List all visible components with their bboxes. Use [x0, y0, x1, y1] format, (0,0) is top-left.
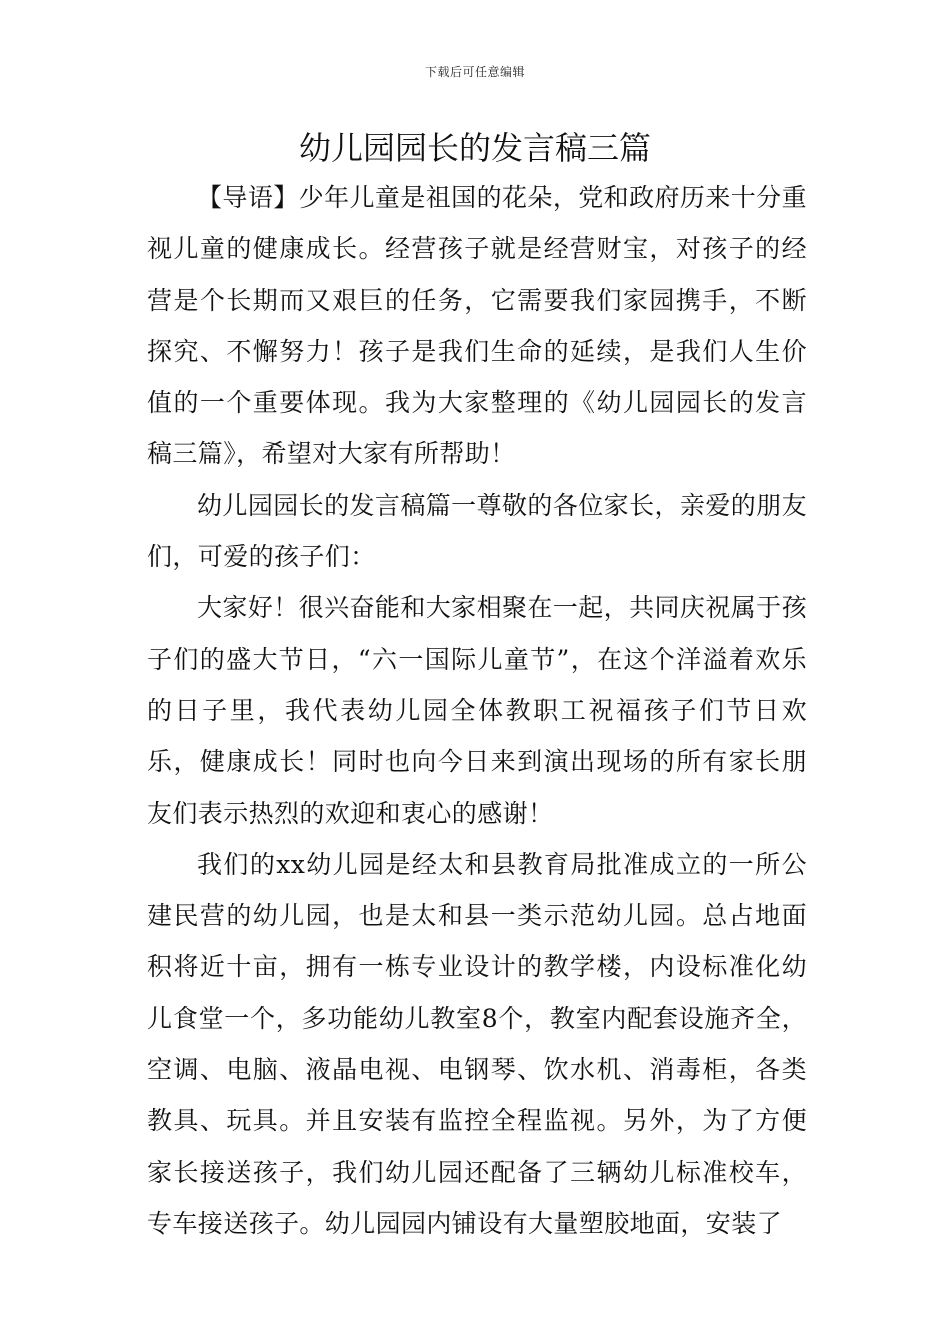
- paragraph-welcome: 大家好！很兴奋能和大家相聚在一起，共同庆祝属于孩子们的盛大节日，“六一国际儿童节”，在这个洋溢着欢乐的日子里，我代表幼儿园全体教职工祝福孩子们节日欢乐，健康成长！同时也向今日来到演出现场的所有家长朋友们表示热烈的欢迎和衷心的感谢！: [147, 593, 807, 828]
- header-note: 下载后可任意编辑: [424, 65, 525, 79]
- document-body: [147, 172, 807, 1249]
- document-title: 幼儿园园长的发言稿三篇: [298, 129, 651, 167]
- paragraph-intro: 【导语】少年儿童是祖国的花朵，党和政府历来十分重视儿童的健康成长。经营孩子就是经营财宝，对孩子的经营是个长期而又艰巨的任务，它需要我们家园携手，不断探究、不懈努力！孩子是我们生命的延续，是我们人生价值的一个重要体现。我为大家整理的《幼儿园园长的发言稿三篇》，希望对大家有所帮助！: [147, 183, 807, 469]
- paragraph-kindergarten-intro: 我们的xx幼儿园是经太和县教育局批准成立的一所公建民营的幼儿园，也是太和县一类示范幼儿园。总占地面积将近十亩，拥有一栋专业设计的教学楼，内设标准化幼儿食堂一个，多功能幼儿教室8个，教室内配套设施齐全，空调、电脑、液晶电视、电钢琴、饮水机、消毒柜，各类教具、玩具。并且安装有监控全程监视。另外，为了方便家长接送孩子，我们幼儿园还配备了三辆幼儿标准校车，专车接送孩子。幼儿园园内铺设有大量塑胶地面，安装了: [147, 849, 807, 1238]
- paragraph-greeting: 幼儿园园长的发言稿篇一尊敬的各位家长，亲爱的朋友们，可爱的孩子们：: [147, 490, 807, 572]
